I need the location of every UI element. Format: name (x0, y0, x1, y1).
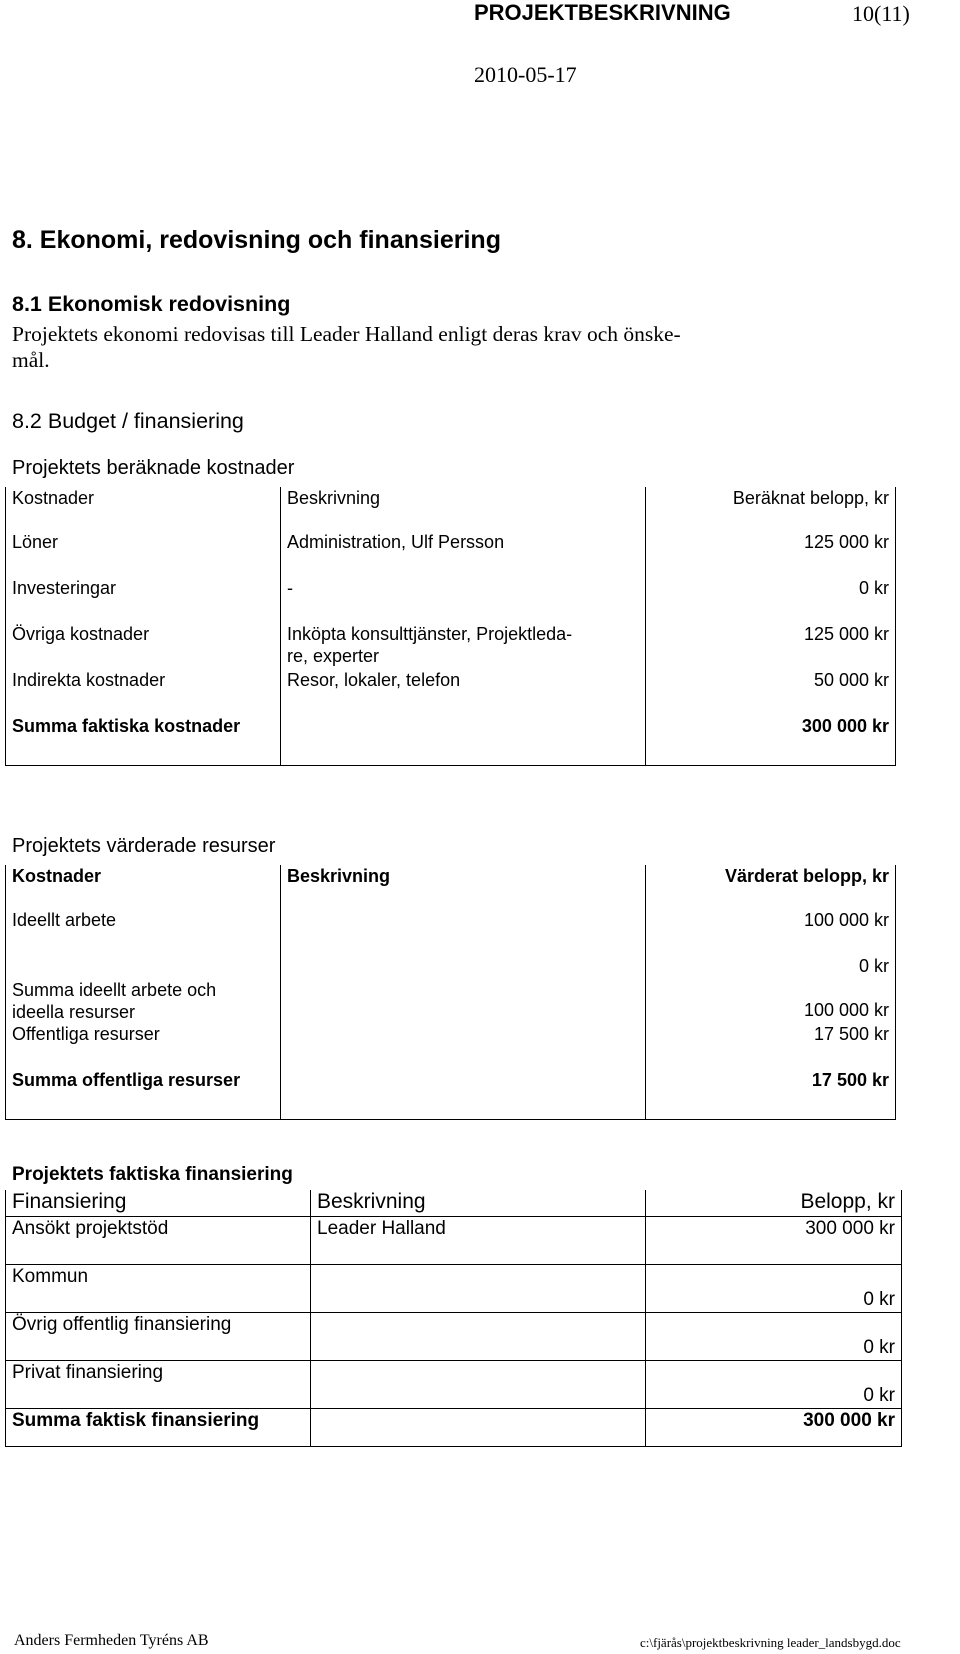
financing-table (5, 1190, 902, 1447)
cost-name: Löner (6, 531, 281, 577)
cost-name: Övriga kostnader (6, 623, 281, 669)
table-row (6, 577, 896, 623)
cost-desc: Resor, lokaler, telefon (281, 669, 646, 715)
column-header: Beskrivning (311, 1190, 646, 1216)
cost-name: Indirekta kostnader (6, 669, 281, 715)
resource-amount (646, 955, 896, 1023)
column-header: Beräknat belopp, kr (646, 487, 896, 531)
table-header-row (6, 1190, 902, 1216)
table-row (6, 1216, 902, 1264)
financing-amount: 0 kr (646, 1312, 902, 1360)
column-header: Belopp, kr (646, 1190, 902, 1216)
paragraph-line-1: Projektets ekonomi redovisas till Leader Halland enligt deras krav och önske- (12, 322, 681, 346)
resource-desc (281, 955, 646, 1023)
costs-table (5, 487, 896, 766)
resource-amount-total: 100 000 kr (803, 1000, 889, 1020)
table-row (6, 669, 896, 715)
financing-desc (311, 1360, 646, 1408)
table-row (6, 1360, 902, 1408)
financing-name: Kommun (6, 1264, 311, 1312)
financing-desc (311, 1264, 646, 1312)
paragraph-line-2: mål. (12, 348, 50, 372)
cost-desc (281, 623, 646, 669)
column-header: Beskrivning (281, 487, 646, 531)
summary-line-1: Summa ideellt arbete och (12, 980, 217, 1000)
cost-amount: 50 000 kr (646, 669, 896, 715)
cost-amount: 0 kr (646, 577, 896, 623)
financing-amount: 300 000 kr (646, 1216, 902, 1264)
costs-caption: Projektets beräknade kostnader (12, 457, 295, 479)
summary-line-2: ideella resurser (12, 1002, 136, 1022)
total-amount: 300 000 kr (646, 715, 896, 765)
total-label: Summa offentliga resurser (6, 1069, 281, 1119)
resource-name: Ideellt arbete (6, 909, 281, 955)
cost-amount: 125 000 kr (646, 531, 896, 577)
financing-amount: 0 kr (646, 1360, 902, 1408)
cost-desc: Administration, Ulf Persson (281, 531, 646, 577)
footer-author: Anders Fermheden Tyréns AB (14, 1632, 209, 1649)
financing-amount: 0 kr (646, 1264, 902, 1312)
table-header-row (6, 865, 896, 909)
subsection-heading-redovisning: 8.1 Ekonomisk redovisning (12, 292, 291, 316)
table-total-row (6, 1408, 902, 1446)
table-row (6, 1023, 896, 1069)
table-total-row (6, 1069, 896, 1119)
table-row (6, 955, 896, 1023)
financing-name: Övrig offentlig finansiering (6, 1312, 311, 1360)
column-header: Beskrivning (281, 865, 646, 909)
page-number: 10(11) (852, 1, 910, 26)
table-row (6, 909, 896, 955)
resource-name (6, 955, 281, 1023)
total-desc (281, 1069, 646, 1119)
financing-name: Ansökt projektstöd (6, 1216, 311, 1264)
document-date: 2010-05-17 (474, 62, 577, 87)
resources-table (5, 865, 896, 1120)
total-amount: 17 500 kr (646, 1069, 896, 1119)
financing-caption: Projektets faktiska finansiering (12, 1164, 293, 1185)
resource-amount: 17 500 kr (646, 1023, 896, 1069)
column-header: Kostnader (6, 865, 281, 909)
resource-desc (281, 1023, 646, 1069)
subsection-heading-budget: 8.2 Budget / finansiering (12, 409, 244, 433)
resources-caption: Projektets värderade resurser (12, 835, 276, 857)
column-header: Värderat belopp, kr (646, 865, 896, 909)
cost-amount: 125 000 kr (646, 623, 896, 669)
total-label: Summa faktisk finansiering (6, 1408, 311, 1446)
resource-desc (281, 909, 646, 955)
desc-line-1: Inköpta konsulttjänster, Projektleda- (287, 624, 573, 644)
table-row (6, 623, 896, 669)
table-row (6, 531, 896, 577)
table-row (6, 1264, 902, 1312)
total-desc (281, 715, 646, 765)
desc-line-2: re, experter (287, 646, 380, 666)
financing-desc (311, 1312, 646, 1360)
cost-name: Investeringar (6, 577, 281, 623)
cost-desc: - (281, 577, 646, 623)
footer-file-path: c:\fjärås\projektbeskrivning leader_landsbygd.doc (640, 1635, 901, 1650)
resource-amount: 100 000 kr (646, 909, 896, 955)
table-row (6, 1312, 902, 1360)
subsection-paragraph (12, 321, 812, 373)
column-header: Kostnader (6, 487, 281, 531)
resource-amount-zero: 0 kr (858, 956, 889, 976)
document-title: PROJEKTBESKRIVNING (474, 0, 731, 25)
table-header-row (6, 487, 896, 531)
table-total-row (6, 715, 896, 765)
total-label: Summa faktiska kostnader (6, 715, 281, 765)
section-heading: 8. Ekonomi, redovisning och finansiering (12, 226, 501, 254)
financing-name: Privat finansiering (6, 1360, 311, 1408)
total-desc (311, 1408, 646, 1446)
column-header: Finansiering (6, 1190, 311, 1216)
financing-desc: Leader Halland (311, 1216, 646, 1264)
resource-name: Offentliga resurser (6, 1023, 281, 1069)
total-amount: 300 000 kr (646, 1408, 902, 1446)
